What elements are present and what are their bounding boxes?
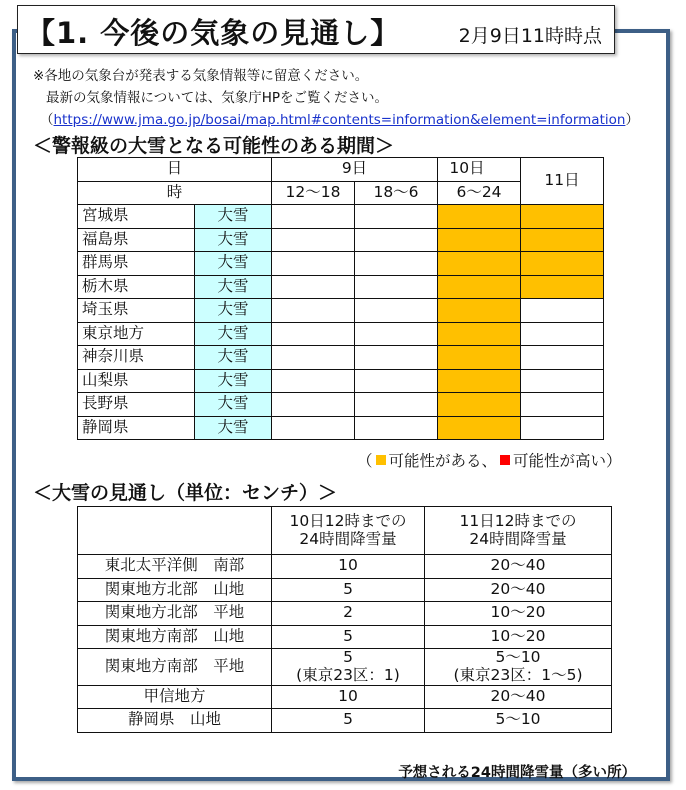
table-row	[78, 602, 612, 626]
warning-type-cell: 大雪	[195, 346, 272, 370]
snowfall-10th-cell: 5	[272, 578, 425, 602]
period-cell-possible	[438, 299, 521, 323]
prefecture-cell: 長野県	[78, 393, 195, 417]
hour-label: 時	[78, 181, 272, 205]
prefecture-cell: 福島県	[78, 228, 195, 252]
period-cell-empty	[355, 299, 438, 323]
period-cell-empty	[355, 275, 438, 299]
snowfall-10th-cell: 5 (東京23区：1)	[272, 649, 425, 686]
period-cell-possible	[438, 252, 521, 276]
warning-type-cell: 大雪	[195, 205, 272, 229]
col-11th-header: 11日12時までの 24時間降雪量	[425, 507, 612, 555]
prefecture-cell: 宮城県	[78, 205, 195, 229]
period-cell-empty	[272, 369, 355, 393]
period-cell-empty	[272, 322, 355, 346]
warning-period-table	[77, 157, 604, 440]
period-cell-possible	[438, 205, 521, 229]
table-row	[78, 205, 604, 229]
legend: （ 可能性がある、 可能性が高い）	[357, 452, 622, 470]
day-label: 日	[78, 158, 272, 182]
period-cell-empty	[521, 299, 604, 323]
col-10th-header: 10日12時までの 24時間降雪量	[272, 507, 425, 555]
table-row	[78, 346, 604, 370]
period-cell-empty	[272, 228, 355, 252]
table-row	[78, 649, 612, 686]
period-cell-empty	[272, 393, 355, 417]
area-cell: 関東地方南部 平地	[78, 649, 272, 686]
slot-18-6: 18～6	[355, 181, 438, 205]
warning-type-cell: 大雪	[195, 252, 272, 276]
table-row	[78, 578, 612, 602]
period-cell-empty	[355, 369, 438, 393]
table-row	[78, 685, 612, 709]
period-cell-empty	[272, 416, 355, 440]
warning-period-title: ＜警報級の大雪となる可能性のある期間＞	[33, 135, 395, 157]
day-11-header: 11日	[521, 158, 604, 205]
period-cell-possible	[438, 322, 521, 346]
period-cell-empty	[272, 346, 355, 370]
period-cell-empty	[355, 416, 438, 440]
table-header-row	[78, 507, 612, 555]
snow-outlook-table	[77, 506, 612, 733]
area-cell: 関東地方北部 平地	[78, 602, 272, 626]
table-row	[78, 322, 604, 346]
day-9-header: 9日	[272, 158, 438, 182]
table-row	[78, 299, 604, 323]
table-row	[78, 252, 604, 276]
warning-type-cell: 大雪	[195, 275, 272, 299]
prefecture-cell: 山梨県	[78, 369, 195, 393]
warning-type-cell: 大雪	[195, 416, 272, 440]
period-cell-possible	[438, 228, 521, 252]
snowfall-10th-cell: 10	[272, 555, 425, 579]
period-cell-empty	[272, 299, 355, 323]
snowfall-11th-cell: 20～40	[425, 578, 612, 602]
period-cell-empty	[272, 205, 355, 229]
prefecture-cell: 栃木県	[78, 275, 195, 299]
link-open-paren: （	[40, 112, 54, 128]
legend-possible: 可能性がある、	[388, 452, 498, 470]
period-cell-empty	[355, 393, 438, 417]
period-cell-empty	[355, 205, 438, 229]
snowfall-11th-cell: 20～40	[425, 685, 612, 709]
period-cell-empty	[521, 322, 604, 346]
table-row	[78, 369, 604, 393]
period-cell-possible	[521, 228, 604, 252]
area-cell: 東北太平洋側 南部	[78, 555, 272, 579]
period-cell-empty	[521, 346, 604, 370]
period-cell-possible	[521, 275, 604, 299]
prefecture-cell: 群馬県	[78, 252, 195, 276]
area-cell: 関東地方南部 山地	[78, 625, 272, 649]
table-row	[78, 393, 604, 417]
table-row	[78, 625, 612, 649]
warning-type-cell: 大雪	[195, 322, 272, 346]
period-cell-possible	[438, 346, 521, 370]
snowfall-11th-cell: 5～10	[425, 709, 612, 733]
area-cell: 関東地方北部 山地	[78, 578, 272, 602]
warning-type-cell: 大雪	[195, 393, 272, 417]
table-row	[78, 555, 612, 579]
table-row	[78, 709, 612, 733]
period-cell-empty	[355, 228, 438, 252]
title-box	[17, 5, 615, 54]
snowfall-11th-cell: 5～10 (東京23区：1～5)	[425, 649, 612, 686]
prefecture-cell: 埼玉県	[78, 299, 195, 323]
note-line-2: 最新の気象情報については、気象庁HPをご覧ください。	[46, 90, 389, 106]
period-cell-possible	[438, 416, 521, 440]
area-cell: 静岡県 山地	[78, 709, 272, 733]
period-cell-empty	[521, 369, 604, 393]
period-cell-empty	[355, 346, 438, 370]
warning-type-cell: 大雪	[195, 369, 272, 393]
snowfall-11th-cell: 10～20	[425, 602, 612, 626]
snowfall-10th-cell: 5	[272, 625, 425, 649]
snowfall-11th-cell: 10～20	[425, 625, 612, 649]
period-cell-empty	[521, 416, 604, 440]
warning-type-cell: 大雪	[195, 228, 272, 252]
period-cell-possible	[438, 369, 521, 393]
jma-link[interactable]: https://www.jma.go.jp/bosai/map.html#contents=information&element=information	[53, 112, 626, 128]
area-cell: 甲信地方	[78, 685, 272, 709]
prefecture-cell: 神奈川県	[78, 346, 195, 370]
page-title: 【1. 今後の気象の見通し】	[26, 16, 401, 50]
period-cell-possible	[521, 252, 604, 276]
warning-type-cell: 大雪	[195, 299, 272, 323]
period-cell-empty	[355, 322, 438, 346]
link-close-paren: ）	[625, 112, 639, 128]
period-cell-empty	[355, 252, 438, 276]
possible-swatch-icon	[376, 455, 386, 465]
period-cell-empty	[521, 393, 604, 417]
snowfall-10th-cell: 5	[272, 709, 425, 733]
day-10-header: 10日	[438, 158, 521, 182]
snowfall-10th-cell: 2	[272, 602, 425, 626]
table-row	[78, 275, 604, 299]
prefecture-cell: 静岡県	[78, 416, 195, 440]
period-cell-empty	[272, 275, 355, 299]
note-link-line	[40, 108, 639, 128]
timestamp: 2月9日11時時点	[458, 25, 602, 47]
footnote: 予想される24時間降雪量（多い所）	[398, 765, 636, 781]
snowfall-11th-cell: 20～40	[425, 555, 612, 579]
high-swatch-icon	[500, 455, 510, 465]
period-cell-possible	[438, 393, 521, 417]
period-cell-empty	[272, 252, 355, 276]
period-cell-possible	[521, 205, 604, 229]
snow-outlook-title: ＜大雪の見通し（単位：センチ）＞	[33, 482, 338, 504]
slot-12-18: 12～18	[272, 181, 355, 205]
period-cell-possible	[438, 275, 521, 299]
note-line-1: ※各地の気象台が発表する気象情報等に留意ください。	[33, 68, 369, 84]
table-header-row-days	[78, 158, 604, 182]
slot-6-24: 6～24	[438, 181, 521, 205]
legend-high: 可能性が高い）	[513, 452, 622, 470]
snowfall-10th-cell: 10	[272, 685, 425, 709]
table-row	[78, 228, 604, 252]
area-header	[78, 507, 272, 555]
prefecture-cell: 東京地方	[78, 322, 195, 346]
table-row	[78, 416, 604, 440]
